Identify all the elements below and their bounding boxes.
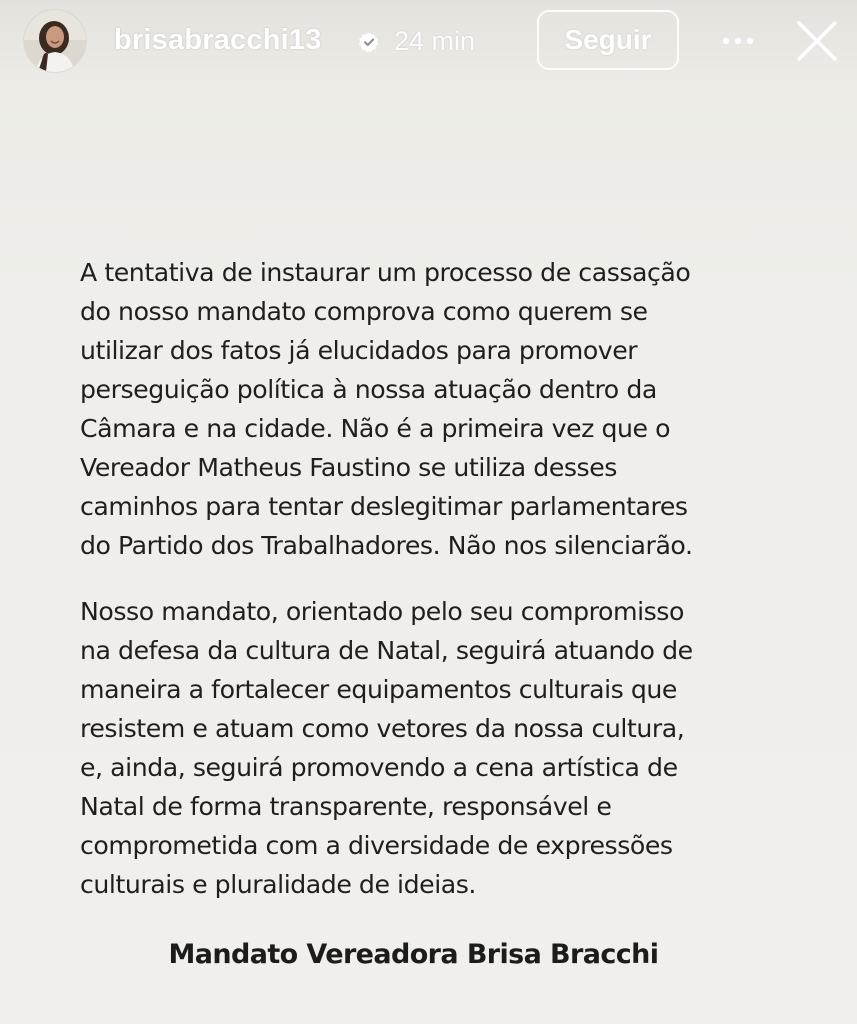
- avatar-image: [24, 10, 86, 72]
- close-icon[interactable]: [795, 19, 839, 63]
- statement-paragraph-1: A tentativa de instaurar um processo de cassação do nosso mandato comprova como querem se utilizar dos fatos já elucidados para promover perseguição política à nossa atuação dentro da Câmara e na cidade. Não é a primeira vez que o Vereador Matheus Faustino se utiliza desses caminhos para tentar deslegitimar parlamentares do Partido dos Trabalhadores. Não nos silenciarão.: [80, 258, 693, 560]
- signature: Mandato Vereadora Brisa Bracchi: [168, 939, 659, 970]
- statement-paragraph-2: Nosso mandato, orientado pelo seu compromisso na defesa da cultura de Natal, seguirá atuando de maneira a fortalecer equipamentos culturais que resistem e atuam como vetores da nossa cultura, e, ainda, seguirá promovendo a cena artística de Natal de forma transparente, responsável e comprometida com a diversidade de expressões culturais e pluralidade de ideias.: [80, 597, 693, 899]
- verified-badge-icon: [359, 32, 379, 52]
- post-timestamp: 24 min: [394, 26, 476, 56]
- story-header: [0, 0, 857, 86]
- follow-button[interactable]: Seguir: [537, 10, 679, 70]
- username[interactable]: brisabracchi13: [114, 24, 322, 56]
- profile-avatar[interactable]: [24, 10, 86, 72]
- more-options-icon[interactable]: [716, 26, 760, 56]
